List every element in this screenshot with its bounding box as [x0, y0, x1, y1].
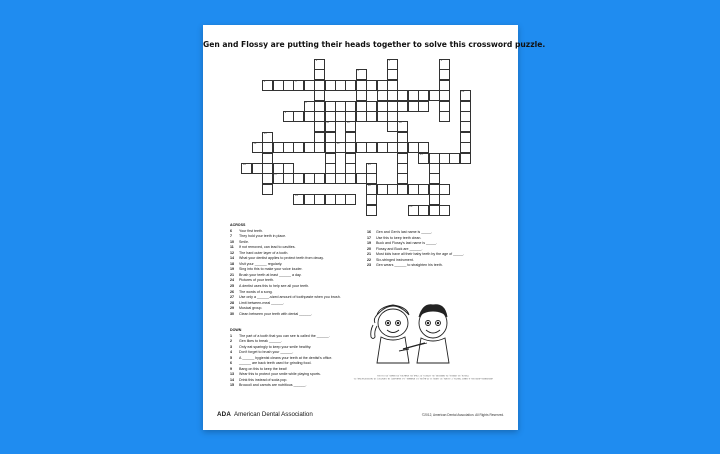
grid-cell[interactable]	[356, 80, 367, 91]
grid-cell[interactable]	[429, 90, 440, 101]
clue-number: 23	[367, 263, 371, 268]
grid-cell[interactable]	[345, 121, 356, 132]
cell-number: 9	[284, 111, 287, 114]
across-list-continued	[367, 230, 464, 269]
grid-cell[interactable]	[387, 59, 398, 70]
ada-mark: ADA	[217, 411, 232, 418]
clue-number: 25	[230, 284, 234, 289]
grid-cell[interactable]	[356, 111, 367, 122]
grid-cell[interactable]	[460, 101, 471, 112]
clue-text: Six-stringed instrument.	[376, 257, 414, 262]
grid-cell[interactable]	[366, 194, 377, 205]
clue-text: Flossy and Buck are ______.	[376, 246, 423, 251]
grid-cell[interactable]	[429, 205, 440, 216]
down-list	[230, 334, 332, 389]
grid-cell[interactable]	[408, 90, 419, 101]
cell-number: 19	[294, 194, 298, 198]
grid-cell[interactable]	[439, 59, 450, 70]
clue-number: 14	[230, 256, 234, 261]
down-clues	[230, 328, 332, 389]
worksheet-page	[203, 25, 546, 430]
across-heading: ACROSS	[230, 223, 246, 227]
grid-cell[interactable]	[397, 173, 408, 184]
grid-cell[interactable]	[335, 80, 346, 91]
grid-cell[interactable]	[439, 111, 450, 122]
grid-cell[interactable]	[397, 153, 408, 164]
grid-cell[interactable]	[377, 142, 388, 153]
clue-text: Sing into this to make your voice louder.	[239, 267, 303, 272]
clue-number: 27	[230, 295, 234, 300]
grid-cell[interactable]	[397, 142, 408, 153]
grid-cell[interactable]	[439, 153, 450, 164]
answer-key: ANSWERS: ACROSS: 6. BABY TEETH, 7. GUMS, 10. GRIN, 11. PLAQUE, 12. ENAMEL, 14. SEALANT, 18. DENTIST, 19. MICROPHONE, 21. TWICE, 24. XRAYS, 25. MIRROR, 26. LYRICS, 27. PEA, 28. SNACKS, 29. BAND, 30. FLOSS	[353, 374, 493, 379]
clue-number: 13	[230, 372, 234, 377]
clue-text: Brush your teeth at least ______ a day.	[239, 272, 302, 277]
clue-text: Don't forget to brush your ______.	[239, 350, 294, 355]
gen-and-flossy-illustration	[363, 293, 463, 373]
grid-cell[interactable]	[314, 111, 325, 122]
grid-cell[interactable]	[304, 142, 315, 153]
grid-cell[interactable]	[408, 101, 419, 112]
ada-logo	[217, 411, 313, 418]
grid-cell[interactable]	[429, 153, 440, 164]
grid-cell[interactable]	[387, 184, 398, 195]
grid-cell[interactable]	[397, 101, 408, 112]
clue-number: 2	[230, 339, 232, 344]
grid-cell[interactable]	[252, 142, 263, 153]
crossword-grid	[231, 59, 493, 249]
grid-cell[interactable]	[460, 132, 471, 143]
clue-text: The words of a song.	[239, 289, 273, 294]
grid-cell[interactable]	[377, 90, 388, 101]
grid-cell[interactable]	[460, 90, 471, 101]
grid-cell[interactable]	[325, 121, 336, 132]
grid-cell[interactable]	[252, 163, 263, 174]
grid-cell[interactable]	[262, 142, 273, 153]
clue-number: 21	[367, 252, 371, 257]
grid-cell[interactable]	[387, 90, 398, 101]
cell-number: 12	[398, 121, 402, 125]
grid-cell[interactable]	[345, 142, 356, 153]
grid-cell[interactable]	[293, 173, 304, 184]
grid-cell[interactable]	[262, 184, 273, 195]
down-heading: DOWN	[230, 328, 242, 332]
cell-number: 14	[336, 142, 340, 146]
grid-cell[interactable]	[345, 194, 356, 205]
clue-text: Gen wears ______ to straighten his teeth.	[376, 263, 443, 268]
grid-cell[interactable]	[314, 59, 325, 70]
grid-cell[interactable]	[429, 163, 440, 174]
clue-number: 18	[230, 261, 234, 266]
clue-text: Use this to keep teeth clean.	[376, 235, 422, 240]
grid-cell[interactable]	[325, 142, 336, 153]
grid-cell[interactable]	[397, 163, 408, 174]
grid-cell[interactable]	[314, 194, 325, 205]
grid-cell[interactable]	[418, 184, 429, 195]
grid-cell[interactable]	[304, 194, 315, 205]
grid-cell[interactable]	[325, 101, 336, 112]
grid-cell[interactable]	[366, 142, 377, 153]
clue-number: 29	[230, 306, 234, 311]
grid-cell[interactable]	[325, 80, 336, 91]
grid-cell[interactable]	[418, 153, 429, 164]
grid-cell[interactable]	[262, 163, 273, 174]
grid-cell[interactable]	[293, 111, 304, 122]
cell-number: 3	[440, 59, 443, 62]
clue-text: Most kids have all their baby teeth by the age of _____.	[376, 252, 465, 257]
clue-number: 15	[230, 383, 234, 388]
clue-text: Your first teeth.	[239, 228, 264, 233]
grid-cell[interactable]	[460, 111, 471, 122]
grid-cell[interactable]	[335, 173, 346, 184]
cell-number: 23	[367, 163, 371, 166]
grid-cell[interactable]	[325, 132, 336, 143]
grid-cell[interactable]	[387, 111, 398, 122]
grid-cell[interactable]	[439, 205, 450, 216]
clue-text: Drink this instead of soda pop.	[239, 377, 288, 382]
grid-cell[interactable]	[304, 111, 315, 122]
grid-cell[interactable]	[345, 101, 356, 112]
grid-cell[interactable]	[314, 173, 325, 184]
grid-cell[interactable]	[387, 142, 398, 153]
grid-cell[interactable]	[429, 184, 440, 195]
clue-number: 9	[230, 366, 232, 371]
cell-number: 2	[388, 59, 391, 62]
cell-number: 7	[378, 90, 380, 94]
grid-cell[interactable]	[283, 142, 294, 153]
grid-cell[interactable]	[293, 194, 304, 205]
grid-cell[interactable]	[345, 153, 356, 164]
grid-cell[interactable]	[418, 90, 429, 101]
grid-cell[interactable]	[460, 153, 471, 164]
clue-number: 28	[230, 300, 234, 305]
clue-number: 11	[230, 245, 234, 250]
grid-cell[interactable]	[366, 205, 377, 216]
grid-cell[interactable]	[325, 153, 336, 164]
grid-cell[interactable]	[241, 163, 252, 174]
cell-number: 1	[315, 59, 318, 62]
cell-number: 20	[409, 204, 413, 208]
clue-text: Visit your ______ regularly.	[239, 261, 283, 266]
grid-cell[interactable]	[408, 184, 419, 195]
clue-text: Buck and Flossy's last name is _____.	[376, 241, 438, 246]
clue-number: 17	[367, 235, 371, 240]
cell-number: 18	[367, 183, 371, 187]
grid-cell[interactable]	[377, 111, 388, 122]
grid-cell[interactable]	[356, 90, 367, 101]
across-list	[230, 229, 341, 318]
cell-number: 6	[263, 79, 266, 83]
clue-text: What your dentist applies to protect teeth from decay.	[239, 256, 324, 261]
grid-cell[interactable]	[460, 142, 471, 153]
grid-cell[interactable]	[439, 90, 450, 101]
grid-cell[interactable]	[387, 69, 398, 80]
grid-cell[interactable]	[387, 101, 398, 112]
clue-text: If not removed, can lead to cavities.	[239, 245, 296, 250]
clue-text: Bang on this to keep the beat!	[239, 366, 287, 371]
clue-text: Pictures of your teeth.	[239, 278, 274, 283]
grid-cell[interactable]	[304, 101, 315, 112]
grid-cell[interactable]	[304, 80, 315, 91]
grid-cell[interactable]	[418, 205, 429, 216]
clue-text: Gen likes to break ______.	[239, 339, 282, 344]
clue-text: Smile.	[239, 239, 249, 244]
grid-cell[interactable]	[418, 142, 429, 153]
grid-cell[interactable]	[314, 142, 325, 153]
clue-number: 16	[367, 230, 371, 234]
grid-cell[interactable]	[408, 142, 419, 153]
grid-cell[interactable]	[304, 173, 315, 184]
clue-item	[367, 263, 464, 269]
grid-cell[interactable]	[366, 80, 377, 91]
grid-cell[interactable]	[439, 184, 450, 195]
clue-text: A dentist uses this to help see all your teeth.	[239, 284, 310, 289]
clue-number: 14	[230, 377, 234, 382]
clue-number: 10	[230, 239, 234, 244]
grid-cell[interactable]	[429, 194, 440, 205]
grid-cell[interactable]	[356, 69, 367, 80]
grid-cell[interactable]	[335, 111, 346, 122]
cell-number: 17	[274, 173, 278, 177]
grid-cell[interactable]	[439, 80, 450, 91]
cell-number: 11	[346, 121, 350, 125]
grid-cell[interactable]	[377, 101, 388, 112]
grid-cell[interactable]	[314, 80, 325, 91]
cell-number: 15	[419, 152, 423, 156]
clue-number: 20	[367, 246, 371, 251]
clue-number: 5	[230, 355, 232, 360]
grid-cell[interactable]	[356, 142, 367, 153]
copyright: ©2012, American Dental Association. All Rights Reserved.	[421, 413, 504, 417]
grid-cell[interactable]	[439, 101, 450, 112]
across-clues-continued	[367, 230, 464, 269]
clue-text: Wear this to protect your smile while playing sports.	[239, 372, 321, 377]
clue-text: Clean between your teeth with dental ______.	[239, 311, 313, 316]
clue-number: 6	[230, 228, 232, 233]
cell-number: 21	[263, 131, 267, 135]
grid-cell[interactable]	[293, 142, 304, 153]
clue-text: Gen and Gen's last name is _____.	[376, 230, 433, 234]
grid-cell[interactable]	[314, 90, 325, 101]
cell-number: 5	[294, 79, 297, 83]
grid-cell[interactable]	[377, 184, 388, 195]
clue-number: 4	[230, 350, 232, 355]
grid-cell[interactable]	[283, 173, 294, 184]
grid-cell[interactable]	[356, 101, 367, 112]
grid-cell[interactable]	[429, 173, 440, 184]
grid-cell[interactable]	[397, 132, 408, 143]
clue-number: 19	[367, 241, 371, 246]
grid-cell[interactable]	[345, 132, 356, 143]
clue-item	[230, 383, 332, 389]
worksheet-title: Gen and Flossy are putting their heads together to solve this crossword puzzle.	[203, 40, 546, 49]
grid-cell[interactable]	[283, 111, 294, 122]
grid-cell[interactable]	[418, 101, 429, 112]
grid-cell[interactable]	[335, 194, 346, 205]
grid-cell[interactable]	[273, 142, 284, 153]
cell-number: 13	[253, 142, 257, 146]
grid-cell[interactable]	[325, 194, 336, 205]
clue-number: 26	[230, 289, 234, 294]
clue-text: ______ are back teeth used for grinding food.	[239, 361, 312, 366]
clue-item	[230, 312, 341, 318]
grid-cell[interactable]	[345, 163, 356, 174]
grid-cell[interactable]	[345, 80, 356, 91]
grid-cell[interactable]	[366, 163, 377, 174]
across-clues	[230, 223, 341, 317]
cell-number: 4	[357, 69, 359, 73]
grid-cell[interactable]	[397, 121, 408, 132]
clue-number: 30	[230, 311, 234, 316]
clue-number: 22	[367, 257, 371, 262]
cell-number: 16	[242, 163, 246, 166]
clue-text: A ______ hygienist cleans your teeth at the dentist's office.	[239, 355, 333, 360]
clue-text: Limit between-meal ______.	[239, 300, 285, 305]
clue-number: 3	[230, 344, 232, 349]
clue-text: Broccoli and carrots are nutritious ______.	[239, 383, 307, 388]
clue-number: 24	[230, 278, 234, 283]
clue-text: They hold your teeth in place.	[239, 234, 287, 239]
cell-number: 22	[461, 90, 465, 94]
grid-cell[interactable]	[262, 153, 273, 164]
grid-cell[interactable]	[293, 80, 304, 91]
grid-cell[interactable]	[273, 80, 284, 91]
grid-cell[interactable]	[366, 173, 377, 184]
grid-cell[interactable]	[387, 121, 398, 132]
grid-cell[interactable]	[262, 173, 273, 184]
grid-cell[interactable]	[366, 184, 377, 195]
cell-number: 8	[305, 100, 307, 104]
clue-number: 7	[230, 234, 232, 239]
clue-number: 1	[230, 333, 232, 338]
clue-number: 6	[230, 361, 232, 366]
grid-cell[interactable]	[314, 101, 325, 112]
clue-text: Use only a ______-sized amount of toothpaste when you brush.	[239, 295, 341, 300]
grid-cell[interactable]	[335, 142, 346, 153]
grid-cell[interactable]	[356, 173, 367, 184]
grid-cell[interactable]	[325, 163, 336, 174]
grid-cell[interactable]	[397, 90, 408, 101]
clue-number: 21	[230, 272, 234, 277]
grid-cell[interactable]	[314, 132, 325, 143]
clue-text: Musical group.	[239, 306, 263, 311]
clue-text: Only eat sparingly to keep your smile healthy.	[239, 344, 312, 349]
ada-org-name: American Dental Association	[234, 411, 313, 418]
grid-cell[interactable]	[387, 80, 398, 91]
clue-number: 19	[230, 267, 234, 272]
grid-cell[interactable]	[314, 121, 325, 132]
grid-cell[interactable]	[273, 173, 284, 184]
grid-cell[interactable]	[460, 121, 471, 132]
grid-cell[interactable]	[262, 132, 273, 143]
grid-cell[interactable]	[439, 69, 450, 80]
clue-number: 12	[230, 250, 234, 255]
clue-text: The hard outer layer of a tooth.	[239, 250, 289, 255]
clue-text: The part of a tooth that you can see is called the ______.	[239, 333, 330, 338]
grid-cell[interactable]	[283, 79, 297, 91]
grid-cell[interactable]	[397, 184, 408, 195]
cell-number: 10	[326, 121, 330, 125]
grid-cell[interactable]	[325, 173, 336, 184]
grid-cell[interactable]	[408, 205, 419, 216]
grid-cell[interactable]	[283, 163, 294, 174]
grid-cell[interactable]	[335, 101, 346, 112]
grid-cell[interactable]	[314, 69, 325, 80]
grid-cell[interactable]	[262, 80, 273, 91]
grid-cell[interactable]	[449, 153, 460, 164]
grid-cell[interactable]	[366, 101, 377, 112]
grid-cell[interactable]	[345, 173, 356, 184]
grid-cell[interactable]	[366, 111, 377, 122]
